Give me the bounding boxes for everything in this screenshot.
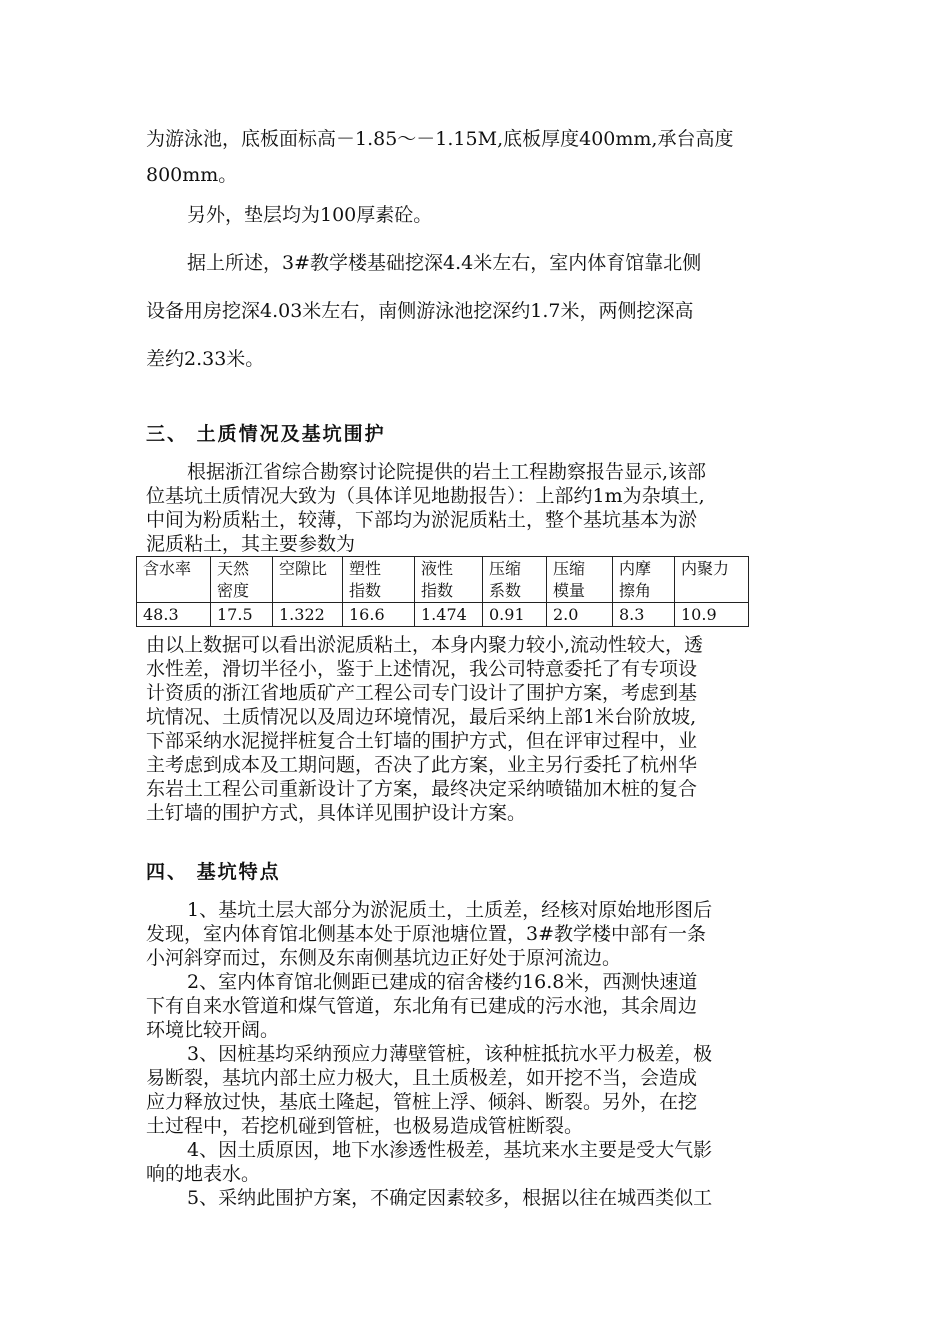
section-4-heading: 四、 基坑特点 [146,861,281,883]
list-item-line: 土过程中，若挖机碰到管桩，也极易造成管桩断裂。 [146,1115,584,1137]
table-header-cell [273,557,343,603]
paragraph-line: 根据浙江省综合勘察讨论院提供的岩土工程勘察报告显示,该部 [187,461,707,483]
table-cell: 16.6 [343,603,415,627]
paragraph-line: 下部采纳水泥搅拌桩复合土钉墙的围护方式，但在评审过程中，业 [146,730,698,752]
table-cell: 48.3 [137,603,211,627]
list-item [146,1138,816,1186]
table-cell: 1.322 [273,603,343,627]
list-item-line: 1、基坑土层大部分为淤泥质土，土质差，经核对原始地形图后 [187,899,713,921]
intro-line-6: 差约2.33米。 [146,348,265,370]
paragraph-line: 位基坑土质情况大致为（具体详见地勘报告）：上部约1m为杂填土, [146,485,705,507]
list-item [146,1042,816,1138]
paragraph-line: 东岩土工程公司重新设计了方案，最终决定采纳喷锚加木桩的复合 [146,778,698,800]
header-text: 压缩 模量 [553,559,586,600]
paragraph-line: 水性差，滑切半径小，鉴于上述情况，我公司特意委托了有专项设 [146,658,698,680]
header-text: 内聚力 [681,559,730,578]
list-item-line: 响的地表水。 [146,1163,261,1185]
intro-line-2: 800mm。 [146,164,238,186]
table-header-cell [343,557,415,603]
list-item-line: 应力释放过快，基底土隆起，管桩上浮、倾斜、断裂。另外，在挖 [146,1091,698,1113]
paragraph-line: 土钉墙的围护方式，具体详见围护设计方案。 [146,802,527,824]
intro-line-4: 据上所述，3#教学楼基础挖深4.4米左右，室内体育馆靠北侧 [187,252,702,274]
paragraph-line: 中间为粉质粘土，较薄，下部均为淤泥质粘土，整个基坑基本为淤 [146,509,698,531]
list-item-line: 易断裂，基坑内部土应力极大，且土质极差，如开挖不当，会造成 [146,1067,698,1089]
header-text: 空隙比 [279,559,328,578]
list-item [146,1186,816,1210]
table-header-cell [415,557,483,603]
table-header-cell [613,557,675,603]
header-text: 压缩 系数 [489,559,522,600]
intro-line-1: 为游泳池，底板面标高－1.85～－1.15M,底板厚度400mm,承台高度 [146,128,734,150]
intro-line-5: 设备用房挖深4.03米左右，南侧游泳池挖深约1.7米，两侧挖深高 [146,300,694,322]
section-3-paragraph [146,460,816,556]
table-cell: 8.3 [613,603,675,627]
header-text: 塑性 指数 [349,559,382,600]
table-cell: 0.91 [483,603,547,627]
table-header-cell [675,557,749,603]
list-item-line: 环境比较开阔。 [146,1019,280,1041]
list-item [146,898,816,970]
table-cell: 10.9 [675,603,749,627]
list-item-line: 3、因桩基均采纳预应力薄壁管桩，该种桩抵抗水平力极差，极 [187,1043,713,1065]
paragraph-line: 由以上数据可以看出淤泥质粘土，本身内聚力较小,流动性较大，透 [146,634,704,656]
list-item-line: 小河斜穿而过，东侧及东南侧基坑边正好处于原河流边。 [146,947,622,969]
list-item [146,970,816,1042]
soil-parameters-table [136,556,749,627]
list-item-line: 5、采纳此围护方案，不确定因素较多，根据以往在城西类似工 [187,1187,713,1209]
table-row [137,603,749,627]
list-item-line: 发现，室内体育馆北侧基本处于原池塘位置，3#教学楼中部有一条 [146,923,707,945]
table-header-cell [211,557,273,603]
table-header-cell [137,557,211,603]
paragraph-line: 坑情况、土质情况以及周边环境情况，最后采纳上部1米台阶放坡, [146,706,697,728]
list-item-line: 2、室内体育馆北侧距已建成的宿舍楼约16.8米，西测快速道 [187,971,698,993]
intro-line-3: 另外，垫层均为100厚素砼。 [187,204,433,226]
section-3-conclusion [146,633,816,825]
header-text: 含水率 [143,559,192,578]
header-text: 内摩 擦角 [619,559,652,600]
table-cell: 2.0 [547,603,613,627]
table-cell: 1.474 [415,603,483,627]
header-text: 液性 指数 [421,559,454,600]
paragraph-line: 泥质粘土，其主要参数为 [146,533,356,555]
section-3-heading: 三、 土质情况及基坑围护 [146,423,386,445]
header-text: 天然 密度 [217,559,250,600]
section-4-list [146,898,816,1210]
list-item-line: 4、因土质原因，地下水渗透性极差，基坑来水主要是受大气影 [187,1139,713,1161]
table-cell: 17.5 [211,603,273,627]
list-item-line: 下有自来水管道和煤气管道，东北角有已建成的污水池，其余周边 [146,995,698,1017]
paragraph-line: 计资质的浙江省地质矿产工程公司专门设计了围护方案，考虑到基 [146,682,698,704]
table-header-cell [547,557,613,603]
table-header-row [137,557,749,603]
table-header-cell [483,557,547,603]
paragraph-line: 主考虑到成本及工期问题，否决了此方案，业主另行委托了杭州华 [146,754,698,776]
